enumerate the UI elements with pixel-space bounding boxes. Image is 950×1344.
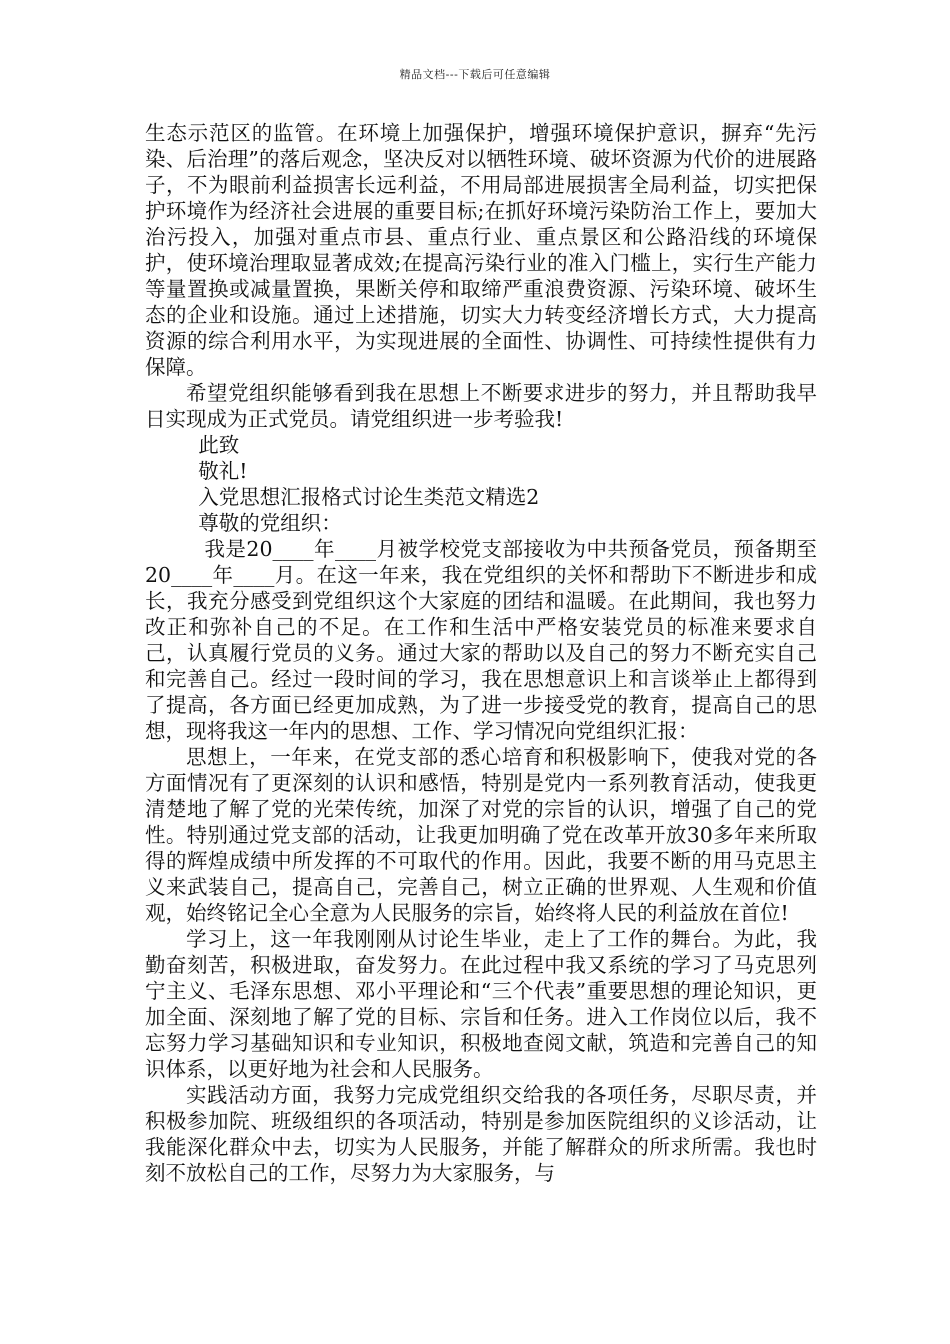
closing-jingli: 敬礼!: [198, 459, 248, 483]
greeting: 尊敬的党组织：: [198, 511, 342, 535]
section-title: 入党思想汇报格式讨论生类范文精选2: [198, 485, 540, 509]
paragraph-environment: 生态示范区的监管。在环境上加强保护，增强环境保护意识，摒弃“先污染、后治理”的落后观念，坚决反对以牺牲环境、破坏资源为代价的进展路子，不为眼前利益损害长远利益，不用局部进展损害全局利益，切实把保护环境作为经济社会进展的重要目标;在抓好环境污染防治工作上，要加大治污投入，加强对重点市县、重点行业、重点景区和公路沿线的环境保护，使环境治理取显著成效;在提高污染行业的准入门槛上，实行生产能力等量置换或减量置换，果断关停和取缔严重浪费资源、污染环境、破坏生态的企业和设施。通过上述措施，切实大力转变经济增长方式，大力提高资源的综合利用水平，为实现进展的全面性、协调性、可持续性提供有力保障。: [145, 121, 817, 379]
paragraph-thought: 思想上，一年来，在党支部的悉心培育和积极影响下，使我对党的各方面情况有了更深刻的认识和感悟，特别是党内一系列教育活动，使我更清楚地了解了党的光荣传统，加深了对党的宗旨的认识，增强了自己的党性。特别通过党支部的活动，让我更加明确了党在改革开放30多年来所取得的辉煌成绩中所发挥的不可取代的作用。因此，我要不断的用马克思主义来武装自己，提高自己，完善自己，树立正确的世界观、人生观和价值观，始终铭记全心全意为人民服务的宗旨，始终将人民的利益放在首位!: [145, 745, 817, 925]
paragraph-practice: 实践活动方面，我努力完成党组织交给我的各项任务，尽职尽责，并积极参加院、班级组织的各项活动，特别是参加医院组织的义诊活动，让我能深化群众中去，切实为人民服务，并能了解群众的所求所需。我也时刻不放松自己的工作，尽努力为大家服务，与: [145, 1083, 817, 1185]
paragraph-hope: 希望党组织能够看到我在思想上不断要求进步的努力，并且帮助我早日实现成为正式党员。请党组织进一步考验我!: [145, 381, 817, 431]
page-header: 精品文档---下载后可任意编辑: [399, 68, 551, 81]
document-body: [145, 120, 817, 1186]
paragraph-intro: 我是20____年____月被学校党支部接收为中共预备党员，预备期至20____年____月。在这一年来，我在党组织的关怀和帮助下不断进步和成长，我充分感受到党组织这个大家庭的团结和温暖。在此期间，我也努力改正和弥补自己的不足。在工作和生活中严格安装党员的标准来要求自己，认真履行党员的义务。通过大家的帮助以及自己的努力不断充实自己和完善自己。经过一段时间的学习，我在思想意识上和言谈举止上都得到了提高，各方面已经更加成熟，为了进一步接受党的教育，提高自己的思想，现将我这一年内的思想、工作、学习情况向党组织汇报：: [145, 537, 817, 743]
closing-cizhi: 此致: [198, 433, 240, 457]
paragraph-study: 学习上，这一年我刚刚从讨论生毕业，走上了工作的舞台。为此，我勤奋刻苦，积极进取，奋发努力。在此过程中我又系统的学习了马克思列宁主义、毛泽东思想、邓小平理论和“三个代表”重要思想的理论知识，更加全面、深刻地了解了党的目标、宗旨和任务。进入工作岗位以后，我不忘努力学习基础知识和专业知识，积极地查阅文献，筑造和完善自己的知识体系，以更好地为社会和人民服务。: [145, 927, 817, 1081]
